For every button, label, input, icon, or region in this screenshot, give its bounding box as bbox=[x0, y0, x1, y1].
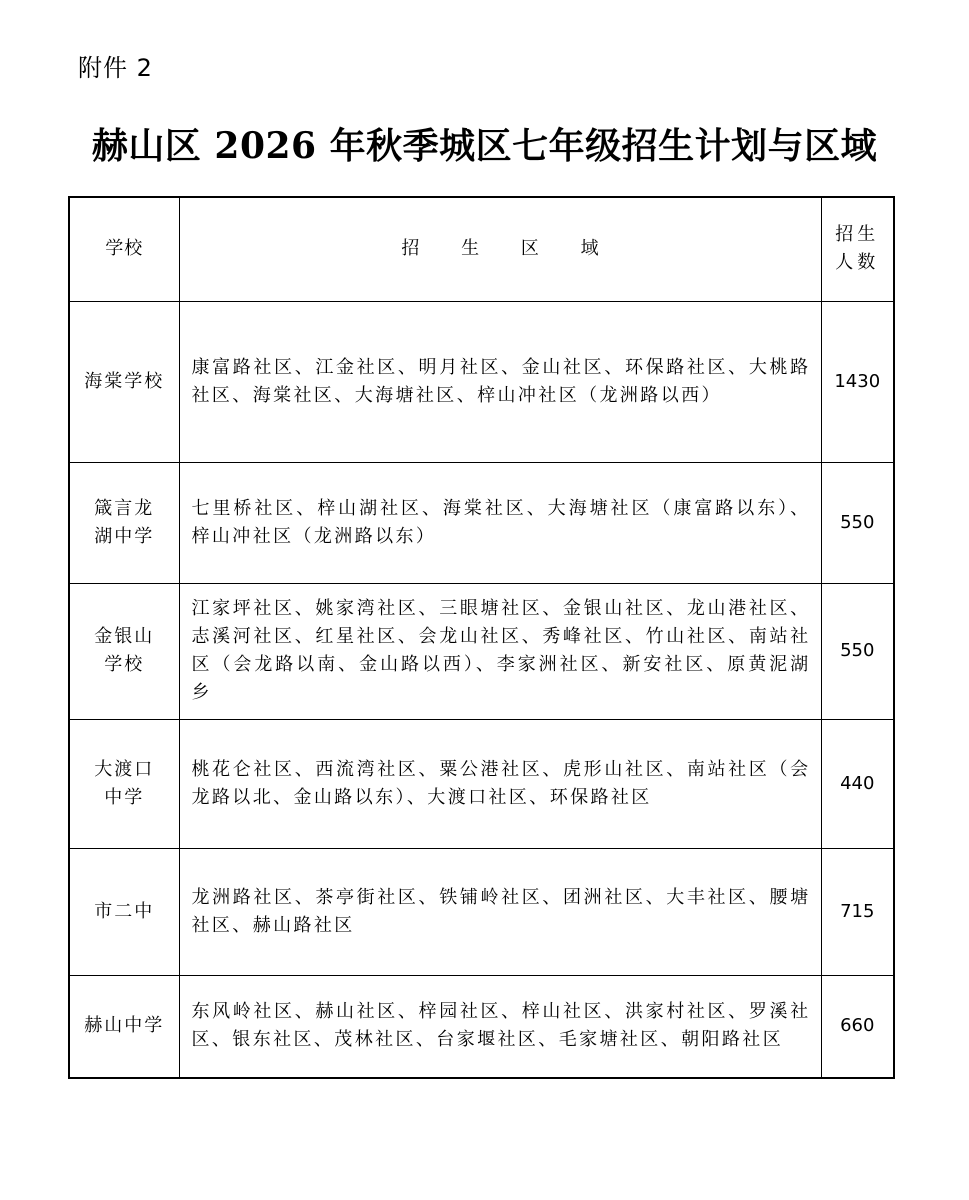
enrollment-count: 715 bbox=[821, 848, 894, 975]
table-row bbox=[69, 975, 894, 1078]
attachment-label: 附件 2 bbox=[78, 54, 153, 82]
header-region: 招 生 区 域 bbox=[179, 197, 821, 301]
table-header-row bbox=[69, 197, 894, 301]
enrollment-count: 550 bbox=[821, 462, 894, 583]
enrollment-region: 江家坪社区、姚家湾社区、三眼塘社区、金银山社区、龙山港社区、志溪河社区、红星社区、会龙山社区、秀峰社区、竹山社区、南站社区（会龙路以南、金山路以西）、李家洲社区、新安社区、原黄泥湖乡 bbox=[179, 583, 821, 719]
document-title: 赫山区 2026 年秋季城区七年级招生计划与区域 bbox=[91, 125, 878, 167]
header-count: 招生人数 bbox=[821, 197, 894, 301]
enrollment-count: 440 bbox=[821, 719, 894, 848]
enrollment-region: 龙洲路社区、茶亭街社区、铁铺岭社区、团洲社区、大丰社区、腰塘社区、赫山路社区 bbox=[179, 848, 821, 975]
school-name: 海棠学校 bbox=[69, 301, 179, 462]
enrollment-count: 1430 bbox=[821, 301, 894, 462]
enrollment-region: 东风岭社区、赫山社区、梓园社区、梓山社区、洪家村社区、罗溪社区、银东社区、茂林社区、台家堰社区、毛家塘社区、朝阳路社区 bbox=[179, 975, 821, 1078]
school-name: 金银山学校 bbox=[69, 583, 179, 719]
table-row bbox=[69, 301, 894, 462]
school-name: 大渡口中学 bbox=[69, 719, 179, 848]
enrollment-count: 660 bbox=[821, 975, 894, 1078]
school-name: 箴言龙湖中学 bbox=[69, 462, 179, 583]
table-row bbox=[69, 848, 894, 975]
table-row bbox=[69, 462, 894, 583]
enrollment-count: 550 bbox=[821, 583, 894, 719]
table-row bbox=[69, 583, 894, 719]
enrollment-region: 七里桥社区、梓山湖社区、海棠社区、大海塘社区（康富路以东）、梓山冲社区（龙洲路以东） bbox=[179, 462, 821, 583]
school-name: 市二中 bbox=[69, 848, 179, 975]
enrollment-table bbox=[68, 196, 895, 1079]
enrollment-region: 桃花仑社区、西流湾社区、粟公港社区、虎形山社区、南站社区（会龙路以北、金山路以东）、大渡口社区、环保路社区 bbox=[179, 719, 821, 848]
enrollment-region: 康富路社区、江金社区、明月社区、金山社区、环保路社区、大桃路社区、海棠社区、大海塘社区、梓山冲社区（龙洲路以西） bbox=[179, 301, 821, 462]
school-name: 赫山中学 bbox=[69, 975, 179, 1078]
table-row bbox=[69, 719, 894, 848]
header-school: 学校 bbox=[69, 197, 179, 301]
